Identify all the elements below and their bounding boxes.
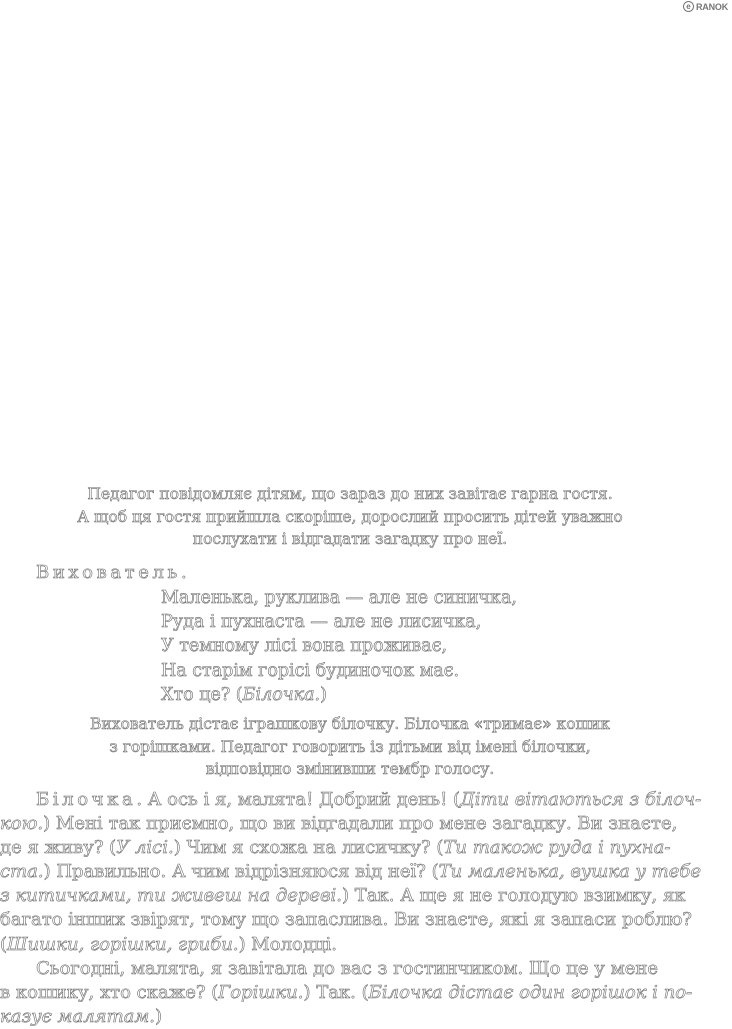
action-line: Вихователь дістає іграшкову білочку. Білочка «тримає» кошик — [90, 715, 610, 733]
text: ( — [0, 933, 8, 955]
logo-mark-icon: e — [683, 1, 694, 12]
text: де я живу? ( — [0, 837, 117, 859]
poem-text: ) — [320, 684, 327, 705]
italic-text: ста. — [0, 861, 44, 883]
paragraph-line — [0, 812, 678, 836]
speaker-name: Вихователь — [36, 562, 181, 583]
squirrel-speech-paragraph — [0, 788, 702, 957]
italic-text: Ти також руда і пухна- — [443, 837, 671, 859]
text: ) — [155, 1006, 163, 1028]
italic-text: Шишки, горішки, гриби. — [7, 933, 239, 955]
poem-line: На старім горісі будиночок має. — [161, 660, 460, 681]
gift-paragraph — [0, 957, 693, 1029]
paragraph-line — [0, 908, 692, 932]
riddle-poem — [161, 586, 517, 707]
intro-stage-direction — [30, 483, 670, 551]
paragraph-line — [0, 860, 702, 884]
poem-line: Руда і пухнаста — але не лисичка, — [161, 612, 482, 633]
italic-text: з китичками, ти живеш на дереві. — [0, 885, 343, 907]
intro-line: А щоб ця гостя прийшла скоріше, дорослий просить дітей уважно — [77, 507, 623, 526]
publisher-logo — [683, 1, 728, 12]
italic-text: Ти маленька, вушка у тебе — [438, 861, 702, 883]
text: ) Мені так приємно, що ви відгадали про мене загадку. Ви знаєте, — [43, 813, 678, 835]
speaker-line — [36, 560, 187, 586]
text: ) Молодці. — [238, 933, 337, 955]
action-line: відповідно змінивши тембр голосу. — [205, 760, 495, 778]
paragraph-line — [0, 1005, 658, 1029]
action-line: з горішками. Педагог говорить із дітьми від імені білочки, — [109, 737, 591, 756]
speaker-punct: . — [180, 562, 187, 583]
paragraph-line — [0, 884, 686, 908]
text: багато інших звірят, тому що запаслива. Ви знаєте, які я запаси роблю? — [0, 909, 692, 931]
italic-text: Горішки. — [218, 982, 304, 1004]
paragraph-line — [0, 836, 671, 860]
text: в кошику, хто скаже? ( — [0, 982, 219, 1004]
paragraph-line — [36, 788, 702, 812]
paragraph-line — [36, 957, 658, 981]
poem-answer-line — [161, 683, 517, 707]
poem-answer: Білочка. — [242, 684, 321, 705]
text: ) Так. ( — [303, 982, 369, 1004]
action-stage-direction — [30, 713, 670, 781]
logo-text: RANOK — [696, 1, 728, 12]
text: ) Чим я схожа на лисичку? ( — [173, 837, 444, 859]
poem-text: Хто це? ( — [161, 684, 243, 705]
text: . А ось і я, малята! Добрий день! ( — [136, 789, 461, 810]
italic-text: У лісі. — [116, 837, 174, 859]
poem-line: У темному лісі вона проживає, — [161, 636, 448, 657]
text: ) Правильно. А чим відрізняюся від неї? ( — [43, 861, 439, 883]
speaker-name: Білочка — [36, 789, 137, 810]
intro-line: послухати і відгадати загадку про неї. — [192, 530, 508, 548]
paragraph-line — [0, 981, 693, 1005]
poem-line: Маленька, руклива — але не синичка, — [161, 588, 517, 608]
italic-text: Діти вітаються з білоч- — [460, 789, 702, 810]
italic-text: казує малятам. — [0, 1006, 156, 1028]
intro-line: Педагог повідомляє дітям, що зараз до них завітає гарна гостя. — [87, 485, 613, 503]
italic-text: кою. — [0, 813, 44, 835]
text: Сьогодні, малята, я завітала до вас з гостинчиком. Що це у мене — [36, 958, 658, 979]
text: ) Так. А ще я не голодую взимку, як — [342, 885, 686, 907]
paragraph-line — [0, 933, 658, 957]
italic-text: Білочка дістає один горішок і по- — [368, 982, 693, 1004]
